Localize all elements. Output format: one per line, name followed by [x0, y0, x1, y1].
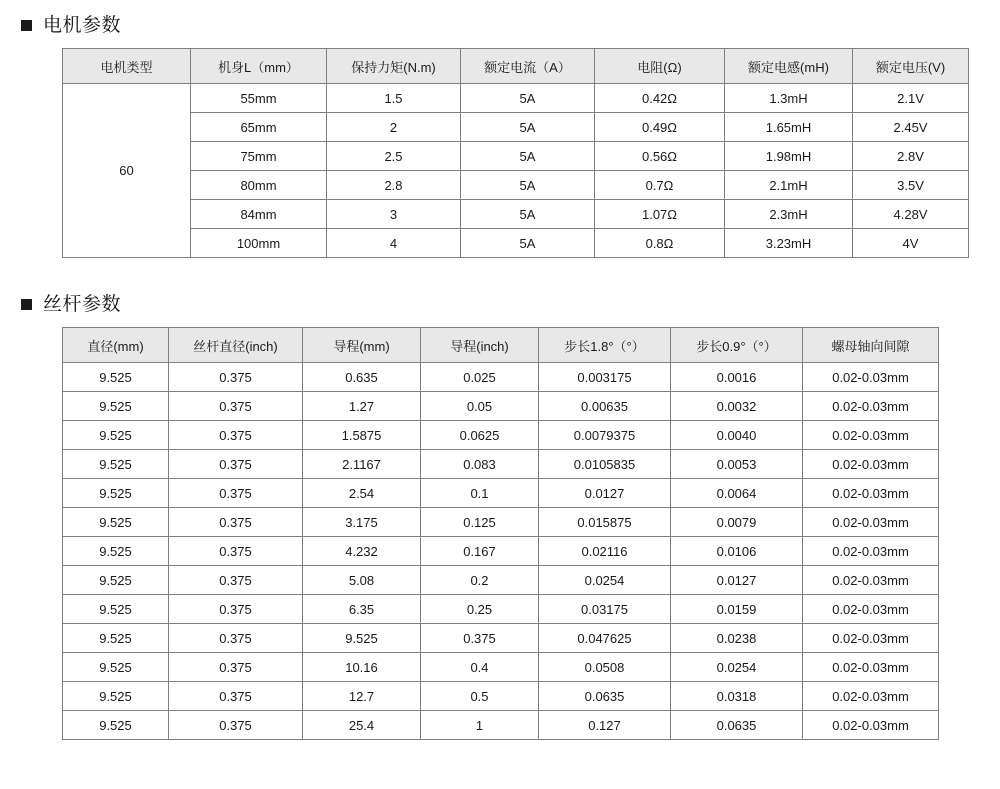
cell-step-1-8: 0.127 [539, 711, 671, 740]
cell-rated-inductance: 1.65mH [725, 113, 853, 142]
column-header-rated-voltage: 额定电压(V) [853, 49, 969, 84]
cell-nut-axial-backlash: 0.02-0.03mm [803, 711, 939, 740]
cell-body-length: 100mm [191, 229, 327, 258]
cell-diameter-inch: 0.375 [169, 537, 303, 566]
cell-nut-axial-backlash: 0.02-0.03mm [803, 363, 939, 392]
cell-rated-current: 5A [461, 200, 595, 229]
cell-body-length: 55mm [191, 84, 327, 113]
cell-step-1-8: 0.03175 [539, 595, 671, 624]
table-row [63, 537, 939, 566]
cell-lead-inch: 0.025 [421, 363, 539, 392]
cell-lead-mm: 9.525 [303, 624, 421, 653]
cell-lead-mm: 2.1167 [303, 450, 421, 479]
table-row [63, 566, 939, 595]
cell-nut-axial-backlash: 0.02-0.03mm [803, 566, 939, 595]
cell-rated-voltage: 3.5V [853, 171, 969, 200]
column-header-holding-torque: 保持力矩(N.m) [327, 49, 461, 84]
column-header-body-length: 机身L（mm） [191, 49, 327, 84]
column-header-diameter-inch: 丝杆直径(inch) [169, 328, 303, 363]
cell-nut-axial-backlash: 0.02-0.03mm [803, 508, 939, 537]
cell-rated-current: 5A [461, 84, 595, 113]
cell-nut-axial-backlash: 0.02-0.03mm [803, 624, 939, 653]
cell-step-1-8: 0.0508 [539, 653, 671, 682]
cell-lead-inch: 0.125 [421, 508, 539, 537]
column-header-lead-mm: 导程(mm) [303, 328, 421, 363]
cell-step-0-9: 0.0318 [671, 682, 803, 711]
square-bullet-icon [21, 299, 32, 310]
cell-diameter-mm: 9.525 [63, 421, 169, 450]
cell-lead-mm: 6.35 [303, 595, 421, 624]
cell-step-1-8: 0.015875 [539, 508, 671, 537]
cell-diameter-inch: 0.375 [169, 450, 303, 479]
table-row [63, 479, 939, 508]
table-row [63, 711, 939, 740]
cell-rated-current: 5A [461, 113, 595, 142]
screw-section-title: 丝杆参数 [43, 294, 122, 315]
cell-rated-inductance: 1.3mH [725, 84, 853, 113]
table-row [63, 682, 939, 711]
cell-lead-mm: 1.5875 [303, 421, 421, 450]
cell-diameter-inch: 0.375 [169, 711, 303, 740]
cell-diameter-mm: 9.525 [63, 566, 169, 595]
cell-diameter-inch: 0.375 [169, 653, 303, 682]
cell-diameter-inch: 0.375 [169, 392, 303, 421]
cell-holding-torque: 4 [327, 229, 461, 258]
cell-lead-inch: 0.083 [421, 450, 539, 479]
square-bullet-icon [21, 20, 32, 31]
cell-rated-voltage: 2.45V [853, 113, 969, 142]
cell-step-0-9: 0.0635 [671, 711, 803, 740]
cell-lead-mm: 2.54 [303, 479, 421, 508]
cell-diameter-mm: 9.525 [63, 450, 169, 479]
cell-step-0-9: 0.0159 [671, 595, 803, 624]
cell-step-1-8: 0.0105835 [539, 450, 671, 479]
cell-rated-voltage: 4.28V [853, 200, 969, 229]
cell-diameter-inch: 0.375 [169, 682, 303, 711]
cell-lead-mm: 12.7 [303, 682, 421, 711]
cell-nut-axial-backlash: 0.02-0.03mm [803, 595, 939, 624]
cell-rated-current: 5A [461, 229, 595, 258]
column-header-step-0-9: 步长0.9°（°） [671, 328, 803, 363]
column-header-nut-axial-backlash: 螺母轴向间隙 [803, 328, 939, 363]
motor-parameters-section [0, 16, 1000, 258]
cell-lead-inch: 0.1 [421, 479, 539, 508]
cell-holding-torque: 2.8 [327, 171, 461, 200]
cell-holding-torque: 2 [327, 113, 461, 142]
cell-holding-torque: 3 [327, 200, 461, 229]
cell-nut-axial-backlash: 0.02-0.03mm [803, 479, 939, 508]
table-row [63, 363, 939, 392]
table-row [63, 84, 969, 113]
table-row [63, 508, 939, 537]
table-row [63, 229, 969, 258]
table-row [63, 392, 939, 421]
table-row [63, 171, 969, 200]
cell-diameter-inch: 0.375 [169, 508, 303, 537]
cell-diameter-mm: 9.525 [63, 363, 169, 392]
table-row [63, 595, 939, 624]
cell-nut-axial-backlash: 0.02-0.03mm [803, 392, 939, 421]
table-row [63, 653, 939, 682]
cell-lead-inch: 0.4 [421, 653, 539, 682]
cell-diameter-inch: 0.375 [169, 595, 303, 624]
column-header-rated-inductance: 额定电感(mH) [725, 49, 853, 84]
screw-parameters-section [0, 295, 1000, 740]
cell-nut-axial-backlash: 0.02-0.03mm [803, 653, 939, 682]
cell-step-0-9: 0.0106 [671, 537, 803, 566]
cell-diameter-mm: 9.525 [63, 682, 169, 711]
cell-step-0-9: 0.0040 [671, 421, 803, 450]
cell-diameter-inch: 0.375 [169, 566, 303, 595]
cell-nut-axial-backlash: 0.02-0.03mm [803, 682, 939, 711]
column-header-lead-inch: 导程(inch) [421, 328, 539, 363]
cell-step-0-9: 0.0254 [671, 653, 803, 682]
cell-lead-inch: 0.375 [421, 624, 539, 653]
column-header-motor-type: 电机类型 [63, 49, 191, 84]
table-row [63, 624, 939, 653]
cell-rated-inductance: 1.98mH [725, 142, 853, 171]
cell-nut-axial-backlash: 0.02-0.03mm [803, 421, 939, 450]
cell-resistance: 0.56Ω [595, 142, 725, 171]
cell-rated-voltage: 4V [853, 229, 969, 258]
cell-nut-axial-backlash: 0.02-0.03mm [803, 450, 939, 479]
cell-resistance: 0.42Ω [595, 84, 725, 113]
cell-body-length: 84mm [191, 200, 327, 229]
cell-step-1-8: 0.02116 [539, 537, 671, 566]
cell-step-0-9: 0.0016 [671, 363, 803, 392]
table-row [63, 421, 939, 450]
cell-step-0-9: 0.0053 [671, 450, 803, 479]
cell-step-0-9: 0.0032 [671, 392, 803, 421]
cell-step-1-8: 0.047625 [539, 624, 671, 653]
cell-resistance: 0.7Ω [595, 171, 725, 200]
cell-step-0-9: 0.0127 [671, 566, 803, 595]
cell-diameter-inch: 0.375 [169, 363, 303, 392]
cell-lead-mm: 0.635 [303, 363, 421, 392]
cell-diameter-mm: 9.525 [63, 537, 169, 566]
cell-diameter-inch: 0.375 [169, 624, 303, 653]
cell-lead-inch: 0.167 [421, 537, 539, 566]
cell-diameter-inch: 0.375 [169, 421, 303, 450]
cell-step-1-8: 0.00635 [539, 392, 671, 421]
table-row [63, 142, 969, 171]
cell-body-length: 65mm [191, 113, 327, 142]
cell-lead-mm: 1.27 [303, 392, 421, 421]
cell-diameter-mm: 9.525 [63, 392, 169, 421]
cell-step-0-9: 0.0238 [671, 624, 803, 653]
cell-rated-inductance: 2.3mH [725, 200, 853, 229]
table-row [63, 200, 969, 229]
cell-lead-mm: 25.4 [303, 711, 421, 740]
cell-rated-voltage: 2.8V [853, 142, 969, 171]
cell-step-1-8: 0.0635 [539, 682, 671, 711]
cell-body-length: 80mm [191, 171, 327, 200]
cell-step-1-8: 0.0127 [539, 479, 671, 508]
cell-resistance: 1.07Ω [595, 200, 725, 229]
cell-nut-axial-backlash: 0.02-0.03mm [803, 537, 939, 566]
cell-lead-mm: 10.16 [303, 653, 421, 682]
cell-diameter-mm: 9.525 [63, 711, 169, 740]
cell-lead-mm: 3.175 [303, 508, 421, 537]
cell-lead-inch: 0.05 [421, 392, 539, 421]
cell-step-0-9: 0.0064 [671, 479, 803, 508]
screw-parameters-table [62, 327, 939, 740]
cell-rated-inductance: 2.1mH [725, 171, 853, 200]
cell-rated-inductance: 3.23mH [725, 229, 853, 258]
cell-rated-current: 5A [461, 142, 595, 171]
cell-lead-inch: 0.0625 [421, 421, 539, 450]
cell-lead-mm: 5.08 [303, 566, 421, 595]
cell-lead-mm: 4.232 [303, 537, 421, 566]
table-header-row [63, 49, 969, 84]
cell-body-length: 75mm [191, 142, 327, 171]
cell-rated-voltage: 2.1V [853, 84, 969, 113]
motor-type-value: 60 [63, 84, 191, 258]
column-header-step-1-8: 步长1.8°（°） [539, 328, 671, 363]
cell-diameter-inch: 0.375 [169, 479, 303, 508]
cell-diameter-mm: 9.525 [63, 595, 169, 624]
motor-section-title: 电机参数 [43, 15, 122, 36]
cell-resistance: 0.49Ω [595, 113, 725, 142]
table-row [63, 113, 969, 142]
cell-lead-inch: 0.25 [421, 595, 539, 624]
table-row [63, 450, 939, 479]
cell-step-1-8: 0.003175 [539, 363, 671, 392]
cell-holding-torque: 1.5 [327, 84, 461, 113]
motor-parameters-table [62, 48, 969, 258]
column-header-diameter-mm: 直径(mm) [63, 328, 169, 363]
column-header-resistance: 电阻(Ω) [595, 49, 725, 84]
cell-resistance: 0.8Ω [595, 229, 725, 258]
cell-lead-inch: 0.2 [421, 566, 539, 595]
column-header-rated-current: 额定电流（A） [461, 49, 595, 84]
cell-rated-current: 5A [461, 171, 595, 200]
cell-holding-torque: 2.5 [327, 142, 461, 171]
cell-diameter-mm: 9.525 [63, 479, 169, 508]
table-header-row [63, 328, 939, 363]
cell-diameter-mm: 9.525 [63, 653, 169, 682]
cell-diameter-mm: 9.525 [63, 624, 169, 653]
cell-step-1-8: 0.0254 [539, 566, 671, 595]
cell-step-0-9: 0.0079 [671, 508, 803, 537]
cell-lead-inch: 1 [421, 711, 539, 740]
cell-step-1-8: 0.0079375 [539, 421, 671, 450]
cell-lead-inch: 0.5 [421, 682, 539, 711]
screw-section-heading [0, 295, 1000, 314]
cell-diameter-mm: 9.525 [63, 508, 169, 537]
motor-section-heading [0, 16, 1000, 35]
